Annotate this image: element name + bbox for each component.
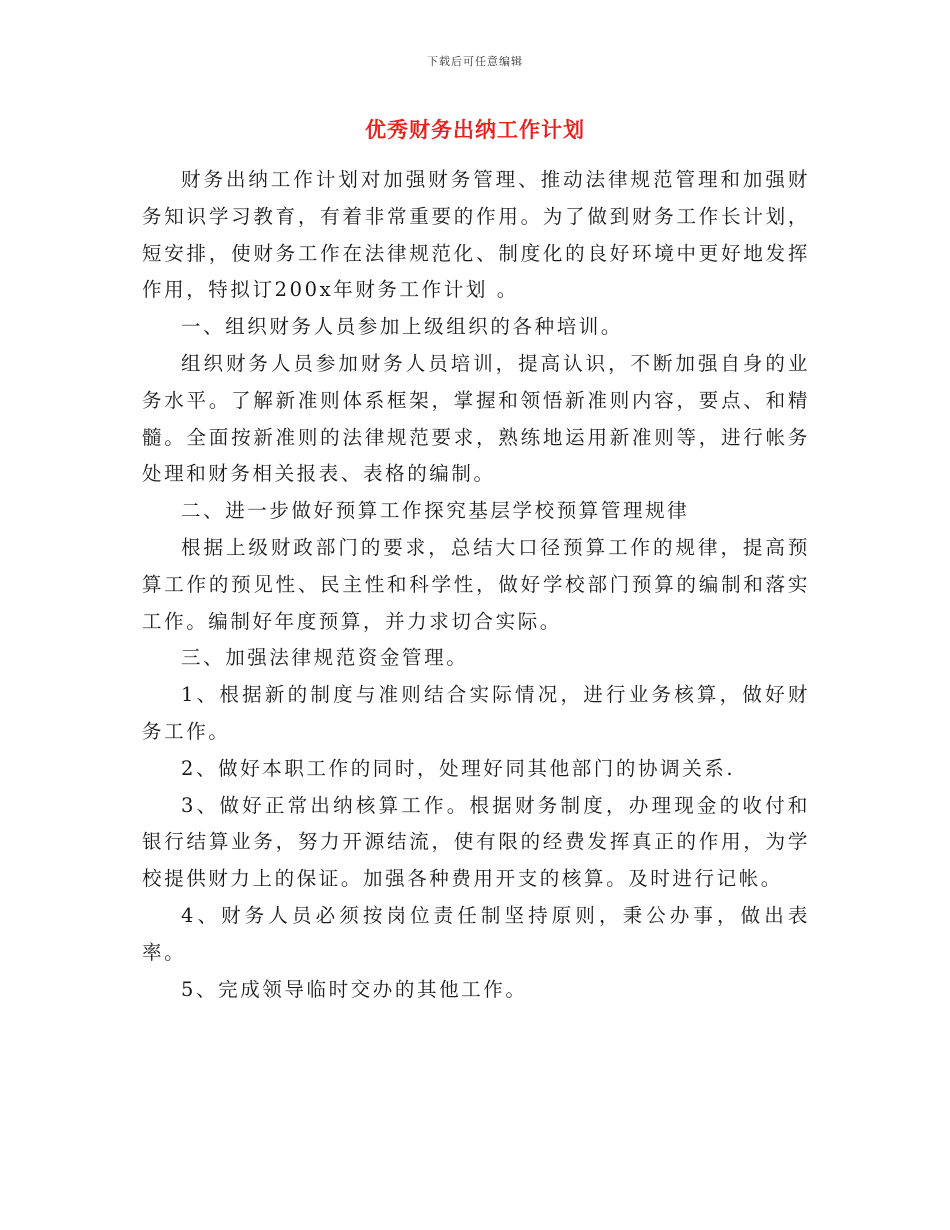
paragraph-intro: 财务出纳工作计划对加强财务管理、推动法律规范管理和加强财务知识学习教育，有着非常重要的作用。为了做到财务工作长计划，短安排，使财务工作在法律规范化、制度化的良好环境中更好地发挥作用，特拟订200x年财务工作计划 。 [142,168,810,302]
paragraph-item-3: 3、做好正常出纳核算工作。根据财务制度，办理现金的收付和银行结算业务，努力开源结流，使有限的经费发挥真正的作用，为学校提供财力上的保证。加强各种费用开支的核算。及时进行记帐。 [142,793,810,891]
paragraph-item-4: 4、财务人员必须按岗位责任制坚持原则，秉公办事，做出表率。 [142,903,810,964]
paragraph-section-1-heading: 一、组织财务人员参加上级组织的各种培训。 [181,315,624,339]
header-note: 下载后可任意编辑 [427,55,523,68]
document-title: 优秀财务出纳工作计划 [365,118,585,142]
paragraph-item-1: 1、根据新的制度与准则结合实际情况，进行业务核算，做好财务工作。 [142,683,810,743]
paragraph-section-2-body: 根据上级财政部门的要求，总结大口径预算工作的规律，提高预算工作的预见性、民主性和科学性，做好学校部门预算的编制和落实工作。编制好年度预算，并力求切合实际。 [142,535,810,633]
paragraph-section-1-body: 组织财务人员参加财务人员培训，提高认识，不断加强自身的业务水平。了解新准则体系框架，掌握和领悟新准则内容，要点、和精髓。全面按新准则的法律规范要求，熟练地运用新准则等，进行帐务处理和财务相关报表、表格的编制。 [142,351,810,486]
paragraph-item-2: 2、做好本职工作的同时，处理好同其他部门的协调关系. [181,756,736,780]
document-body [142,162,810,1008]
paragraph-section-2-heading: 二、进一步做好预算工作探究基层学校预算管理规律 [181,499,690,523]
paragraph-item-5: 5、完成领导临时交办的其他工作。 [181,977,528,1001]
paragraph-section-3-heading: 三、加强法律规范资金管理。 [181,646,469,670]
